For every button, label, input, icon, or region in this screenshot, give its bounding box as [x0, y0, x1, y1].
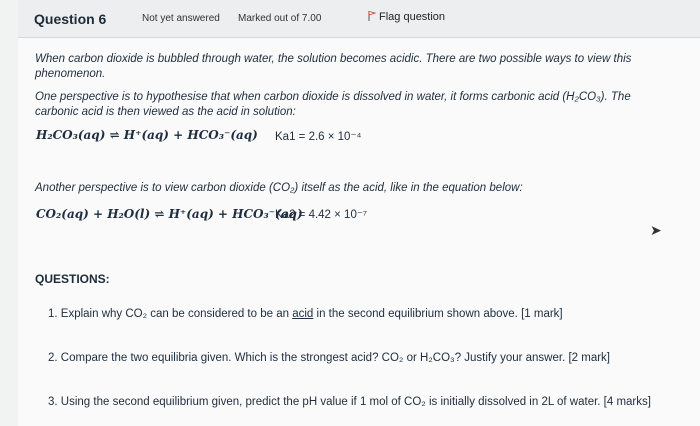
- question-3: 3. Using the second equilibrium given, predict the pH value if 1 mol of CO₂ is initially dissolved in 2L of water. [4 marks]: [48, 396, 651, 408]
- intro-paragraph-3: Another perspective is to view carbon dioxide (CO₂) itself as the acid, like in the equation below:: [35, 182, 523, 194]
- ka1-value: Ka1 = 2.6 × 10⁻⁴: [275, 131, 362, 143]
- marks-info: Marked out of 7.00: [238, 13, 322, 24]
- equation-1: H₂CO₃(aq) ⇌ H⁺(aq) + HCO₃⁻(aq): [36, 128, 258, 142]
- questions-heading: QUESTIONS:: [35, 272, 110, 286]
- question-2: 2. Compare the two equilibria given. Which is the strongest acid? CO₂ or H₂CO₃? Justify your answer. [2 mark]: [48, 352, 611, 364]
- answer-status: Not yet answered: [142, 13, 220, 24]
- question-header: [18, 0, 700, 38]
- question-1-acid: acid: [292, 308, 314, 320]
- mouse-cursor-icon: ➤: [650, 222, 662, 238]
- question-title: Question 6: [34, 11, 107, 27]
- equation-2: CO₂(aq) + H₂O(l) ⇌ H⁺(aq) + HCO₃⁻(aq): [36, 207, 303, 221]
- flag-icon: [368, 11, 376, 21]
- question-1-text-a: 1. Explain why CO₂ can be considered to be an: [48, 308, 293, 320]
- question-1: [48, 308, 563, 320]
- ka2-value: Ka2 = 4.42 × 10⁻⁷: [275, 209, 368, 221]
- intro-paragraph-2: One perspective is to hypothesise that when carbon dioxide is dissolved in water, it forms carbonic acid (H₂CO₃). The carbonic acid is then viewed as the acid in solution:: [35, 91, 631, 118]
- question-1-text-b: in the second equilibrium shown above. [1 mark]: [313, 308, 563, 320]
- flag-question-button[interactable]: [368, 11, 445, 23]
- intro-paragraph-1: When carbon dioxide is bubbled through water, the solution becomes acidic. There are two possible ways to view this phenomenon.: [35, 53, 632, 80]
- flag-question-label: Flag question: [379, 11, 446, 23]
